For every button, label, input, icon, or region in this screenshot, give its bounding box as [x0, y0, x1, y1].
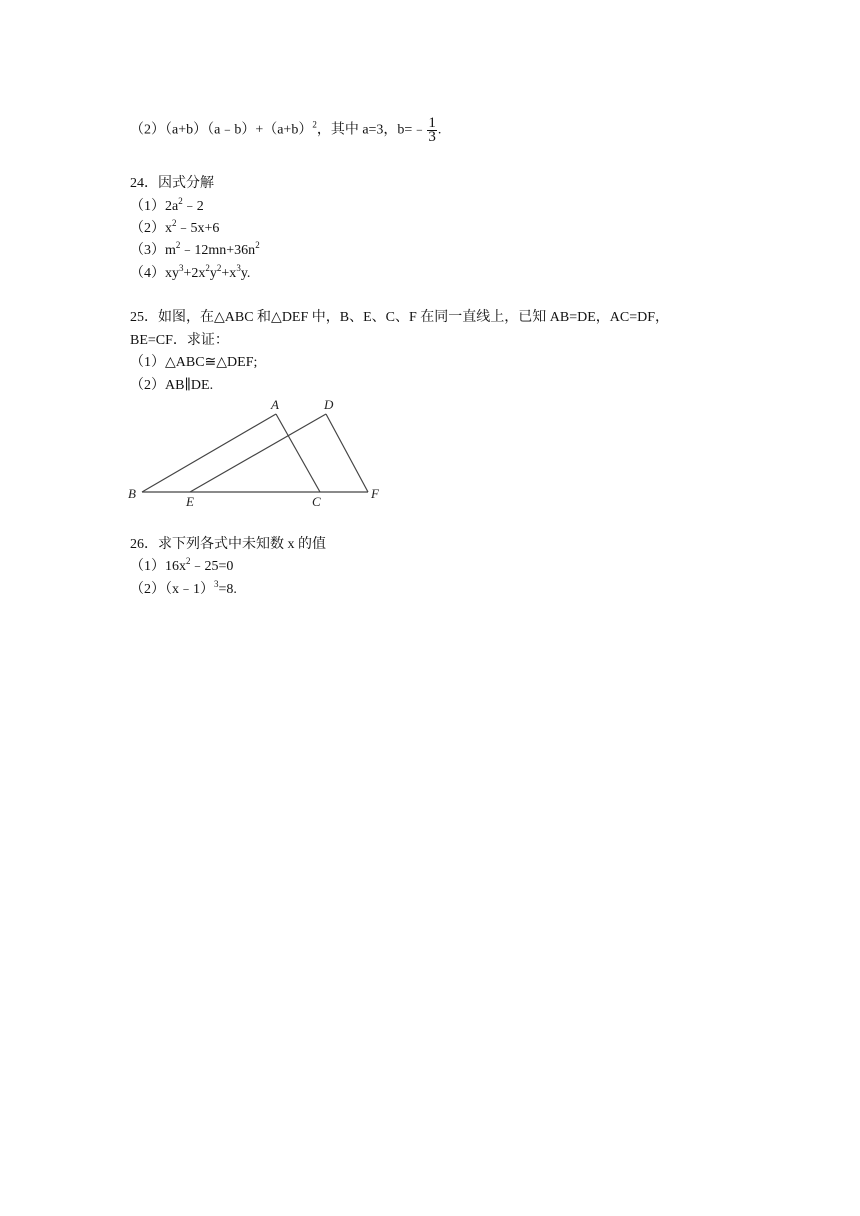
- exponent: 2: [186, 556, 191, 566]
- q24-item-2: [130, 219, 219, 239]
- q24-item-4-text: +x: [221, 266, 237, 281]
- q24-item-3-text: ﹣12mn+36n: [180, 243, 256, 258]
- segment-ab: [142, 414, 276, 492]
- q24-item-4-text: y: [209, 266, 217, 281]
- exponent: 2: [255, 240, 260, 250]
- fraction-numerator: 1: [428, 115, 436, 131]
- q23-part2-prefix: （2）（a+b）（a﹣b）+（a+b）: [130, 122, 313, 138]
- segment-df: [326, 414, 368, 492]
- q25-line-1: 25．如图，在△ABC 和△DEF 中，B、E、C、F 在同一直线上，已知 AB=DE，AC=DF，: [130, 310, 670, 325]
- q24-item-1-text: （1）2a: [130, 199, 179, 214]
- fraction-one-third: [427, 117, 437, 144]
- exponent: 2: [216, 263, 222, 273]
- q24-item-2-text: （2）x: [130, 221, 172, 236]
- label-d: D: [324, 397, 334, 412]
- q24-item-3-text: （3）m: [130, 243, 176, 258]
- segment-ac: [276, 414, 320, 492]
- q24-item-4-text: y.: [240, 266, 251, 281]
- q24-title: 24．因式分解: [130, 176, 214, 191]
- label-e: E: [186, 494, 194, 509]
- q24-item-4-text: +2x: [183, 266, 206, 281]
- label-b: B: [128, 486, 136, 501]
- triangle-figure: [124, 396, 394, 514]
- q26-item-2-text: （2）（x﹣1）: [130, 582, 214, 597]
- exponent: 2: [205, 263, 210, 273]
- q26-item-1-text: （1）16x: [130, 559, 186, 574]
- q24-item-3: [130, 241, 260, 261]
- q26-item-1: [130, 557, 233, 577]
- q24-item-4: [130, 264, 250, 284]
- q23-part2: [130, 117, 441, 144]
- q24-item-1: [130, 197, 204, 217]
- exponent: 2: [312, 119, 317, 130]
- q24-item-2-text: ﹣5x+6: [176, 221, 220, 236]
- q23-part2-middle: ，其中 a=3，b=﹣: [316, 122, 427, 138]
- q26-item-2-text: =8.: [218, 582, 237, 597]
- q26-item-2: [130, 580, 237, 600]
- exponent: 3: [236, 263, 241, 273]
- label-a: A: [271, 397, 279, 412]
- q25-item-2: （2）AB∥DE.: [130, 378, 214, 393]
- exponent: 3: [214, 579, 219, 589]
- q26-item-1-text: ﹣25=0: [190, 559, 234, 574]
- q25-item-1: （1）△ABC≅△DEF;: [130, 355, 258, 370]
- q24-item-1-text: ﹣2: [182, 199, 204, 214]
- fraction-denominator: 3: [428, 129, 436, 145]
- label-c: C: [312, 494, 321, 509]
- q25-line-2: BE=CF．求证：: [130, 333, 229, 348]
- q23-part2-suffix: .: [437, 122, 442, 138]
- exponent: 2: [178, 196, 183, 206]
- q24-item-4-text: （4）xy: [130, 266, 179, 281]
- label-f: F: [371, 486, 379, 501]
- q26-title: 26．求下列各式中未知数 x 的值: [130, 537, 326, 552]
- segment-ed: [190, 414, 326, 492]
- exponent: 3: [179, 263, 184, 273]
- exponent: 2: [175, 240, 181, 250]
- exponent: 2: [172, 218, 177, 228]
